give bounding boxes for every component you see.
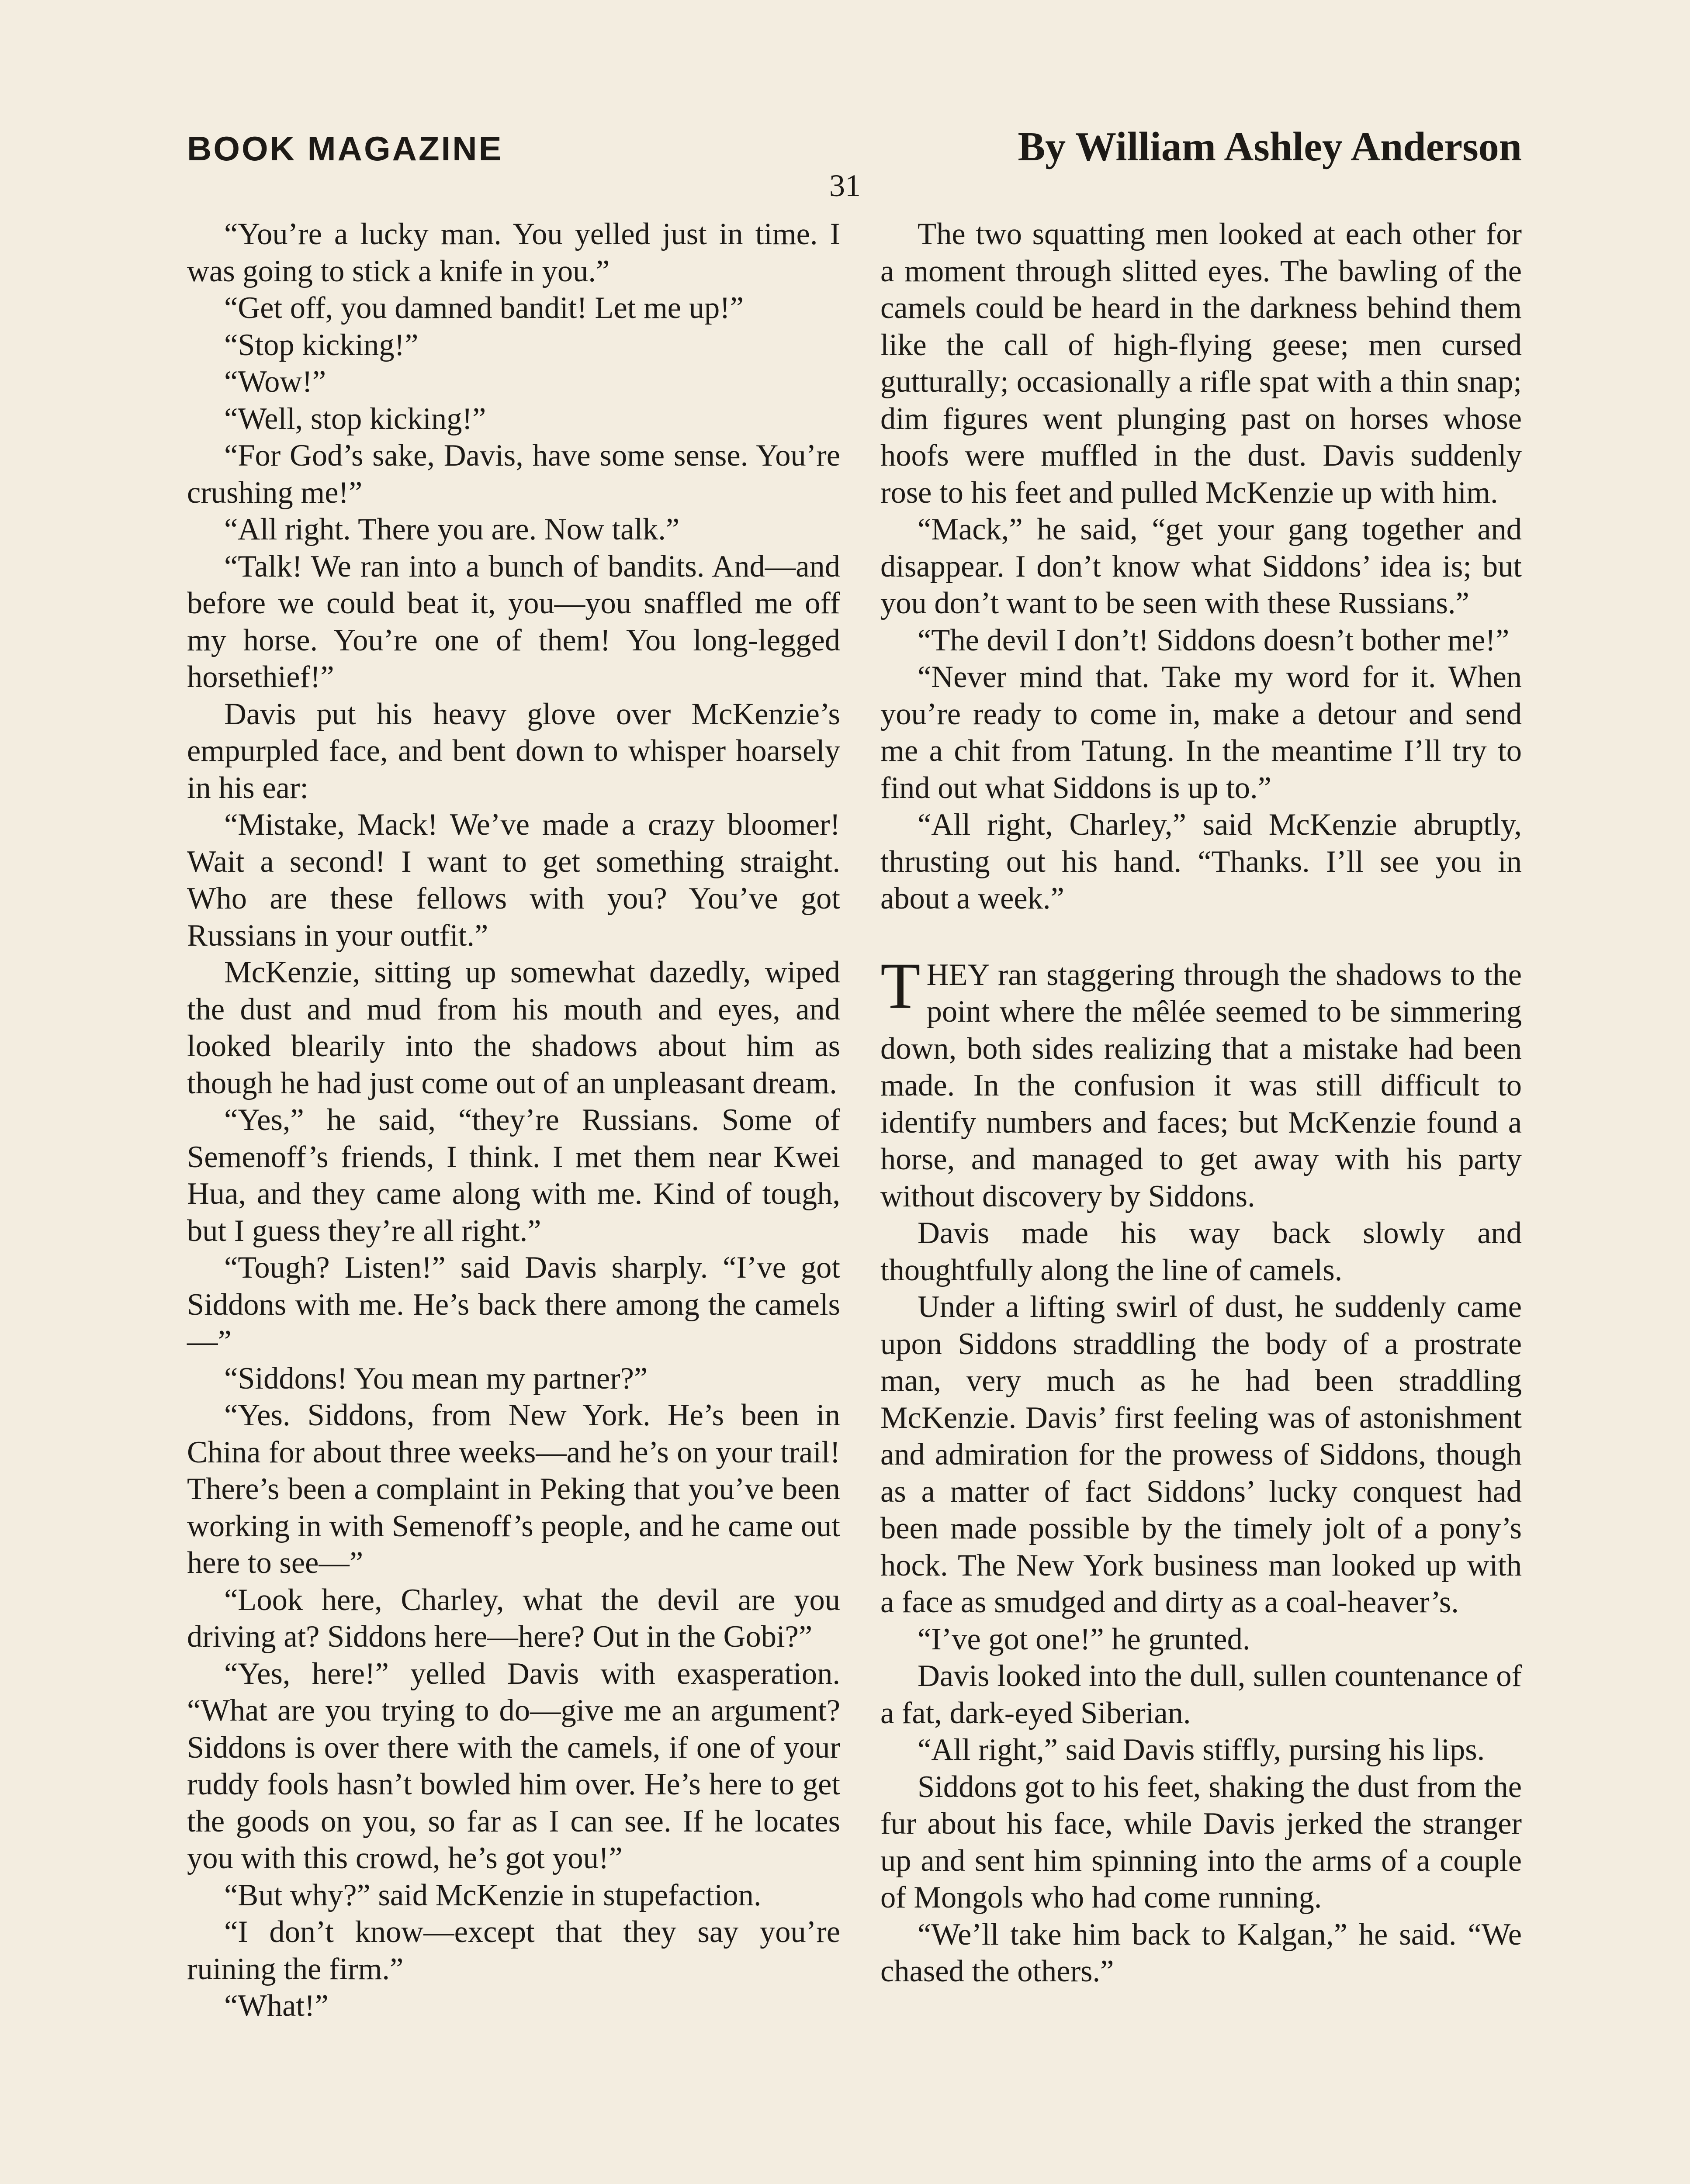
paragraph: “Mistake, Mack! We’ve made a crazy bloomer! Wait a second! I want to get something straight. Who are these fellows with you? You’ve got Russians in your outfit.” [187, 808, 840, 953]
magazine-title: BOOK MAGAZINE [187, 129, 503, 168]
paragraph: “Yes. Siddons, from New York. He’s been in China for about three weeks—and he’s on your trail! There’s been a complaint in Peking that you’ve been working in with Semenoff’s people, and he came out here to see—” [187, 1398, 840, 1580]
author-byline: By William Ashley Anderson [1018, 124, 1522, 169]
paragraph: “I don’t know—except that they say you’re ruining the firm.” [187, 1915, 840, 1986]
paragraph: “You’re a lucky man. You yelled just in time. I was going to stick a knife in you.” [187, 217, 840, 288]
paragraph: Davis looked into the dull, sullen countenance of a fat, dark-eyed Siberian. [880, 1659, 1522, 1730]
paragraph: “For God’s sake, Davis, have some sense. You’re crushing me!” [187, 439, 840, 510]
right-column [880, 216, 1522, 1990]
paragraph: Davis put his heavy glove over McKenzie’s empurpled face, and bent down to whisper hoarsely in his ear: [187, 697, 840, 805]
paragraph: “Get off, you damned bandit! Let me up!” [224, 291, 744, 325]
paragraph: The two squatting men looked at each other for a moment through slitted eyes. The bawling of the camels could be heard in the darkness behind them like the call of high-flying geese; men cursed gutturally; occasionally a rifle spat with a thin snap; dim figures went plunging past on horses whose hoofs were muffled in the dust. Davis suddenly rose to his feet and pulled McKenzie up with him. [880, 217, 1522, 510]
paragraph: “Well, stop kicking!” [224, 401, 486, 436]
paragraph: “Never mind that. Take my word for it. When you’re ready to come in, make a detour and send me a chit from Tatung. In the meantime I’ll try to find out what Siddons is up to.” [880, 660, 1522, 805]
paragraph: “Yes,” he said, “they’re Russians. Some of Semenoff’s friends, I think. I met them near Kwei Hua, and they came along with me. Kind of tough, but I guess they’re all right.” [187, 1103, 840, 1248]
paragraph: “Look here, Charley, what the devil are you driving at? Siddons here—here? Out in the Gobi?” [187, 1583, 840, 1654]
paragraph: McKenzie, sitting up somewhat dazedly, wiped the dust and mud from his mouth and eyes, and looked blearily into the shadows about him as though he had just come out of an unpleasant dream. [187, 955, 840, 1100]
paragraph: “We’ll take him back to Kalgan,” he said. “We chased the others.” [880, 1917, 1522, 1988]
section-opening-text: HEY ran staggering through the shadows to the point where the mêlée seemed to be simmering down, both sides realizing that a mistake had been made. In the confusion it was still difficult to identify numbers and faces; but McKenzie found a horse, and managed to get away with his party without discovery by Siddons. [880, 957, 1522, 1213]
section-opening-paragraph [880, 949, 1522, 1215]
paragraph: “Wow!” [224, 365, 326, 399]
paragraph: Under a lifting swirl of dust, he suddenly came upon Siddons straddling the body of a prostrate man, very much as he had been straddling McKenzie. Davis’ first feeling was of astonishment and admiration for the prowess of Siddons, though as a matter of fact Siddons’ lucky conquest had been made possible by the timely jolt of a pony’s hock. The New York business man looked up with a face as smudged and dirty as a coal-heaver’s. [880, 1290, 1522, 1619]
paragraph: “All right, Charley,” said McKenzie abruptly, thrusting out his hand. “Thanks. I’ll see you in about a week.” [880, 808, 1522, 916]
left-column [187, 216, 840, 2025]
paragraph: “Talk! We ran into a bunch of bandits. And—and before we could beat it, you—you snaffled me off my horse. You’re one of them! You long-legged horsethief!” [187, 549, 840, 694]
paragraph: “The devil I don’t! Siddons doesn’t bother me!” [918, 623, 1510, 657]
paragraph: Siddons got to his feet, shaking the dust from the fur about his face, while Davis jerked the stranger up and sent him spinning into the arms of a couple of Mongols who had come running. [880, 1769, 1522, 1914]
drop-cap: T [880, 949, 921, 1022]
paragraph: “Siddons! You mean my partner?” [224, 1361, 648, 1396]
paragraph: “All right. There you are. Now talk.” [224, 512, 680, 546]
paragraph: “Mack,” he said, “get your gang together and disappear. I don’t know what Siddons’ idea is; but you don’t want to be seen with these Russians.” [880, 512, 1522, 620]
section-break [880, 917, 1522, 957]
paragraph: “Stop kicking!” [224, 328, 419, 362]
paragraph: “I’ve got one!” he grunted. [918, 1622, 1250, 1656]
paragraph: “Yes, here!” yelled Davis with exasperation. “What are you trying to do—give me an argument? Siddons is over there with the camels, if one of your ruddy fools hasn’t bowled him over. He’s here to get the goods on you, so far as I can see. If he locates you with this crowd, he’s got you!” [187, 1656, 840, 1875]
paragraph: “But why?” said McKenzie in stupefaction. [224, 1878, 762, 1912]
paragraph: Davis made his way back slowly and thoughtfully along the line of camels. [880, 1216, 1522, 1287]
running-header [187, 123, 1522, 170]
paragraph: “Tough? Listen!” said Davis sharply. “I’ve got Siddons with me. He’s back there among the camels—” [187, 1251, 840, 1358]
paragraph: “All right,” said Davis stiffly, pursing his lips. [918, 1733, 1485, 1767]
paragraph: “What!” [224, 1989, 329, 2023]
page-number: 31 [829, 168, 861, 203]
